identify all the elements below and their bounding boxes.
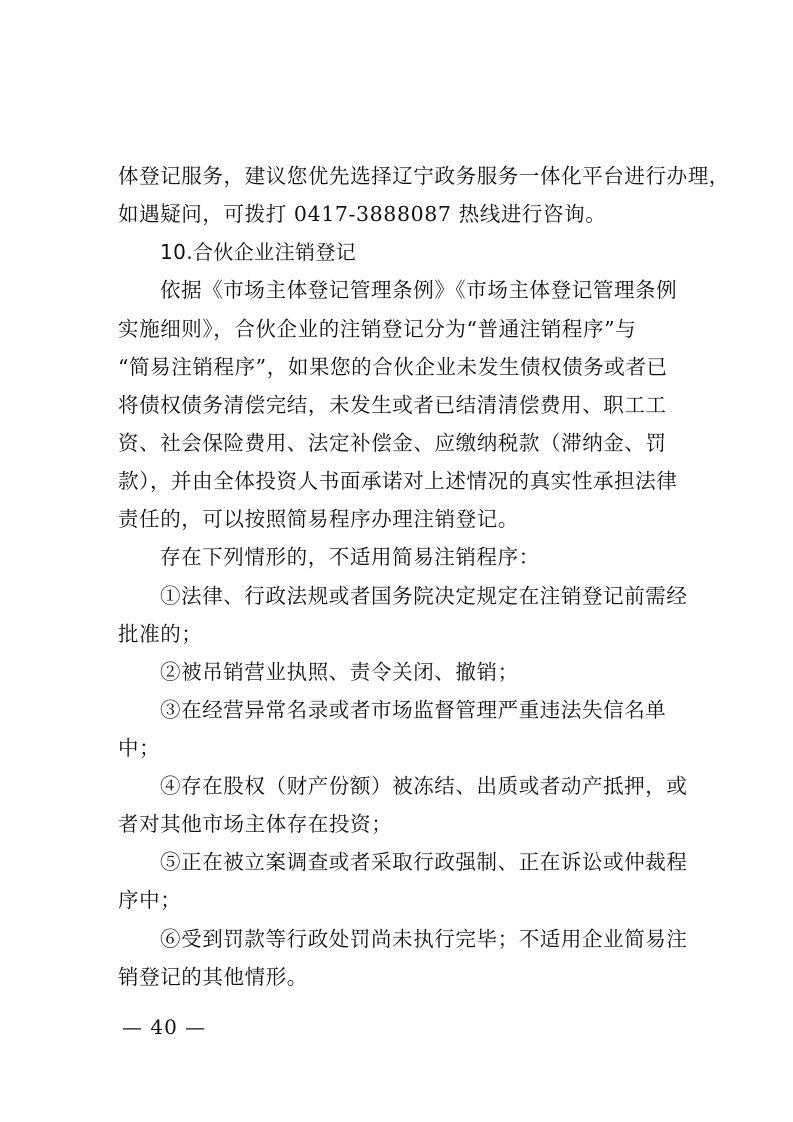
paragraph-line: 责任的，可以按照简易程序办理注销登记。	[118, 507, 519, 531]
paragraph-line: 体登记服务，建议您优先选择辽宁政务服务一体化平台进行办理，	[118, 164, 730, 188]
list-item-line: ①法律、行政法规或者国务院决定规定在注销登记前需经	[160, 584, 688, 608]
list-item-line: 者对其他市场主体存在投资；	[118, 812, 393, 836]
list-item-line: ②被吊销营业执照、责令关闭、撤销；	[160, 660, 519, 684]
paragraph-line: 款），并由全体投资人书面承诺对上述情况的真实性承担法律	[118, 469, 678, 493]
paragraph-line: 资、社会保险费用、法定补偿金、应缴纳税款（滞纳金、罚	[118, 431, 667, 455]
paragraph-line: 依据《市场主体登记管理条例》《市场主体登记管理条例	[160, 278, 678, 302]
list-item-line: 序中；	[118, 888, 182, 912]
list-item-line: ④存在股权（财产份额）被冻结、出质或者动产抵押，或	[160, 774, 688, 798]
paragraph-line: 实施细则》，合伙企业的注销登记分为“普通注销程序”与	[118, 317, 637, 341]
paragraph-line: 如遇疑问，可拨打 0417-3888087 热线进行咨询。	[118, 202, 607, 226]
list-item-line: 销登记的其他情形。	[118, 965, 308, 989]
paragraph-line: “简易注销程序”，如果您的合伙企业未发生债权债务或者已	[118, 355, 668, 379]
list-item-line: ③在经营异常名录或者市场监督管理严重违法失信名单	[160, 698, 667, 722]
list-item-line: 批准的；	[118, 622, 203, 646]
page-number: — 40 —	[122, 1015, 207, 1039]
paragraph-line: 将债权债务清偿完结，未发生或者已结清清偿费用、职工工	[118, 393, 667, 417]
list-item-line: 中；	[118, 736, 161, 760]
list-item-line: ⑤正在被立案调查或者采取行政强制、正在诉讼或仲裁程	[160, 850, 688, 874]
section-heading: 10.合伙企业注销登记	[160, 240, 357, 264]
list-item-line: ⑥受到罚款等行政处罚尚未执行完毕；不适用企业简易注	[160, 927, 688, 951]
paragraph-line: 存在下列情形的，不适用简易注销程序：	[160, 545, 540, 569]
